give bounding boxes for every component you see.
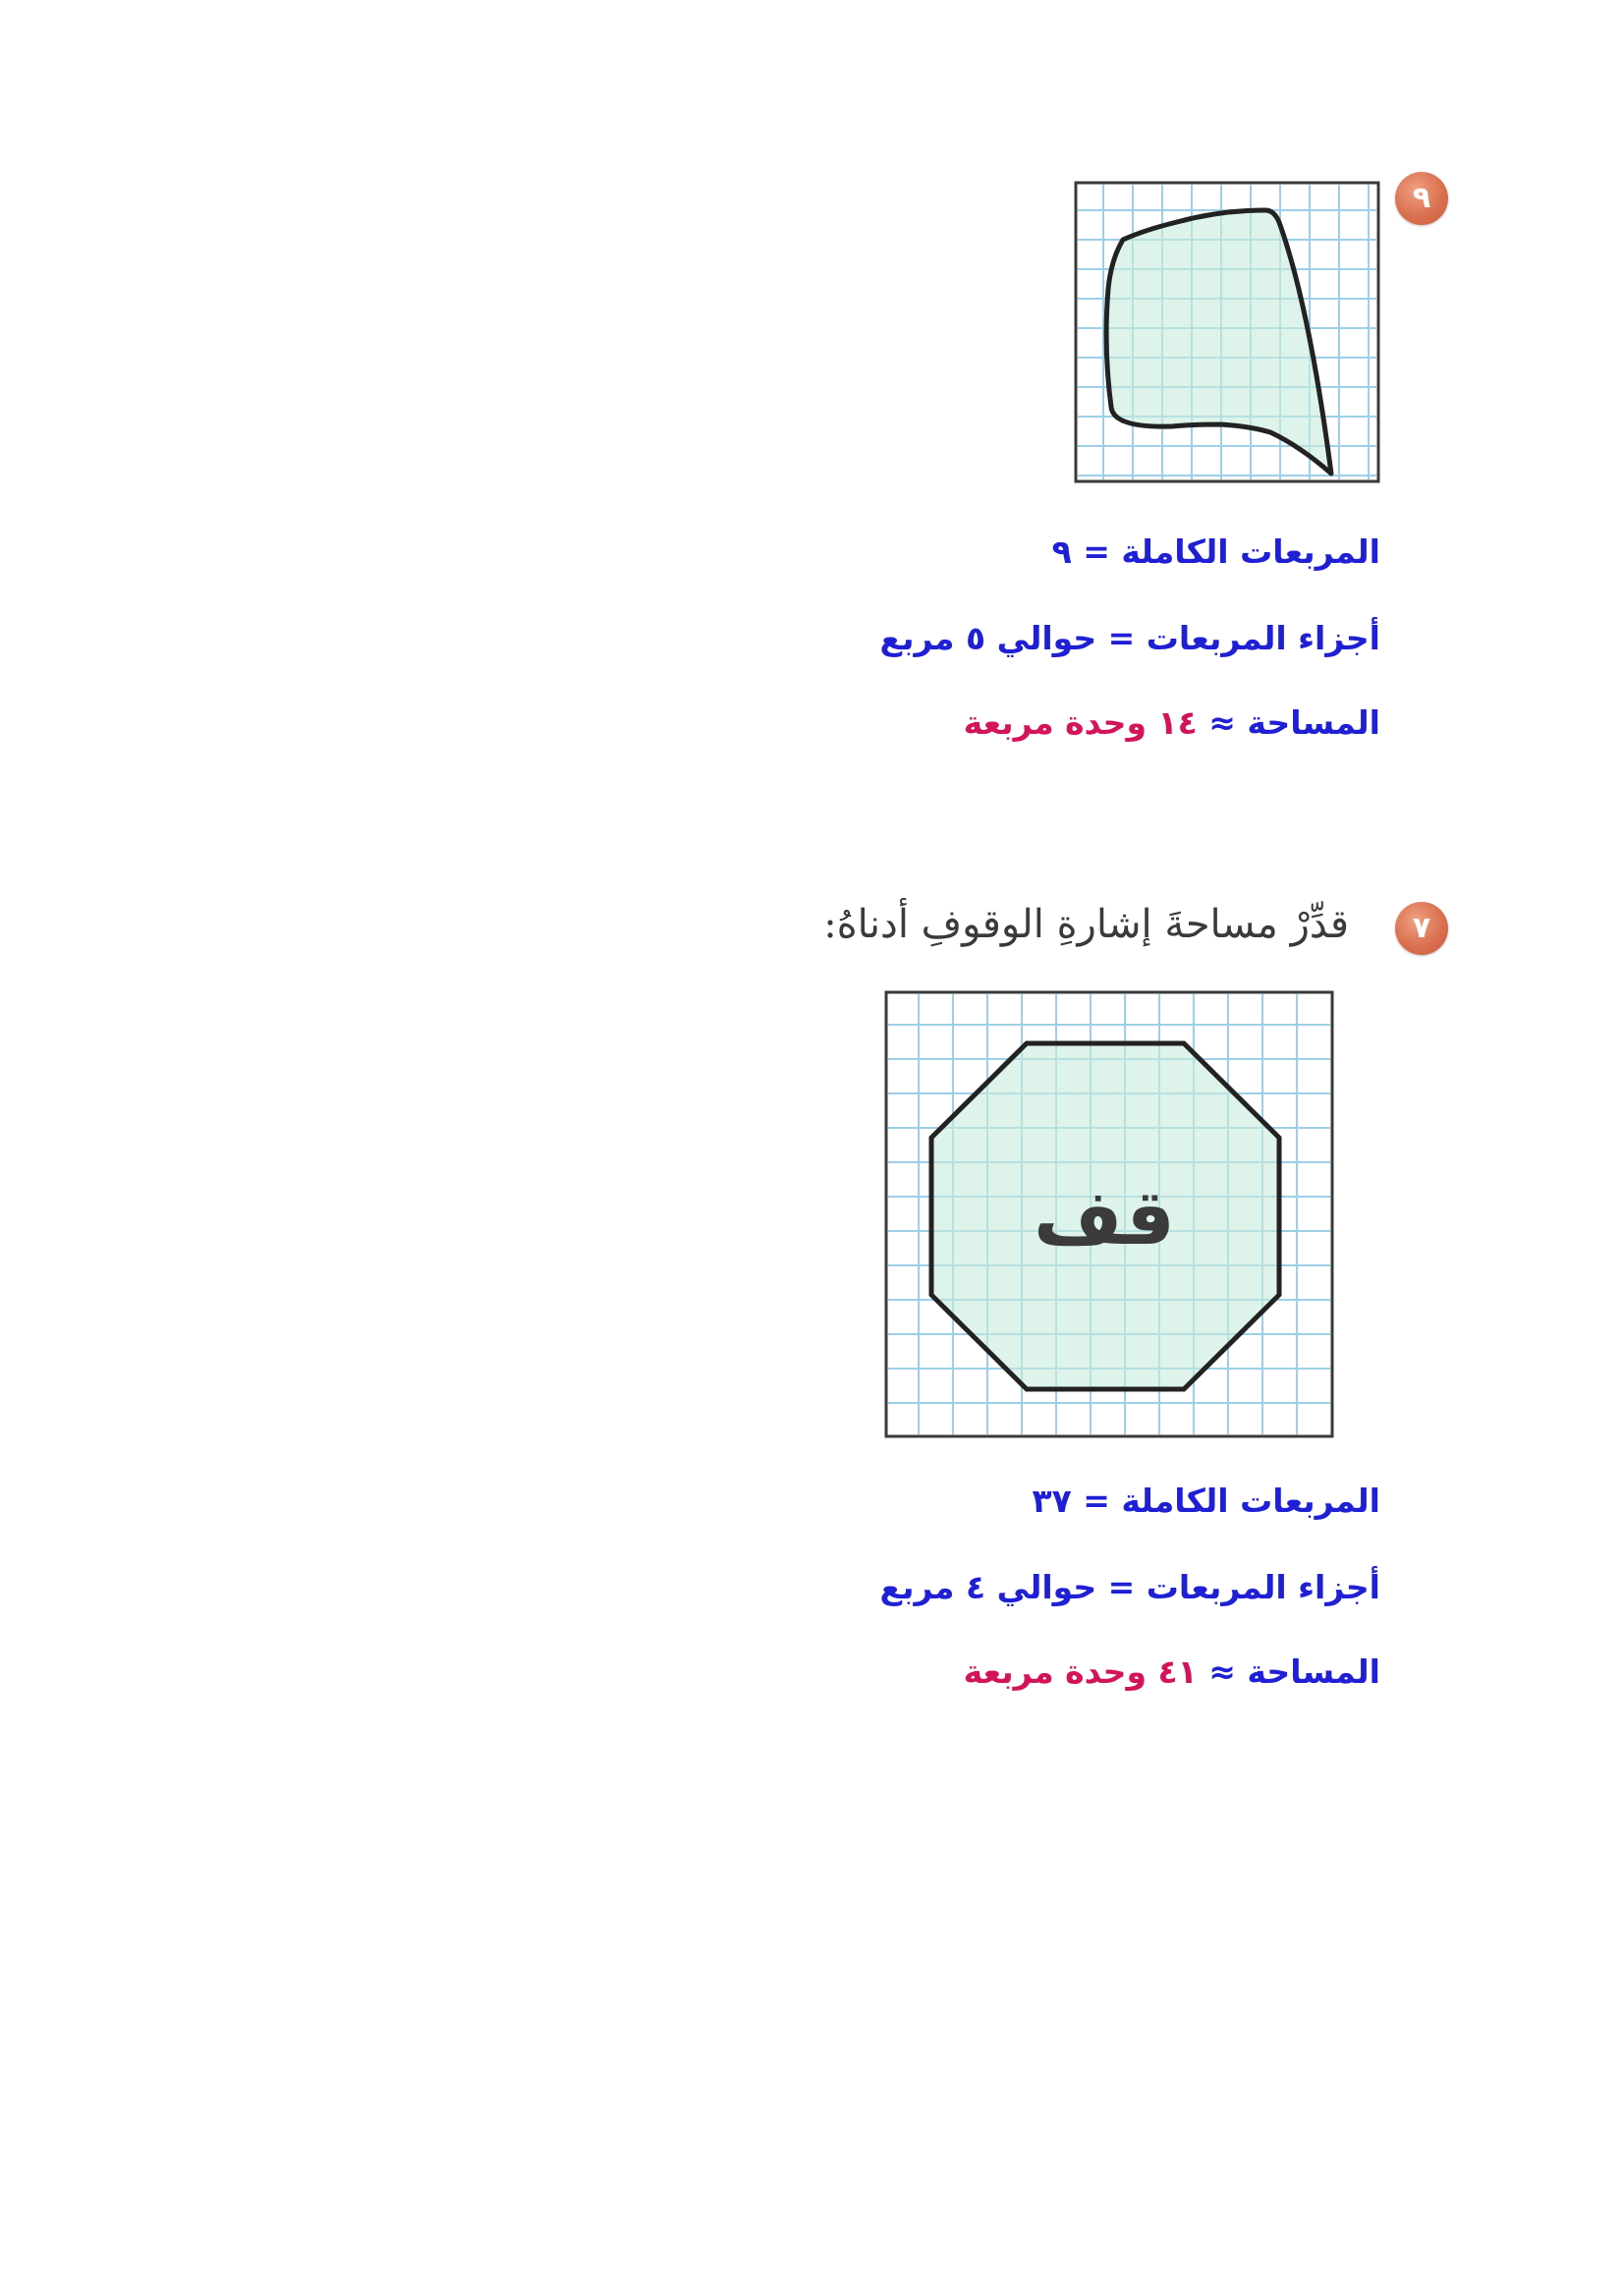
area-answer (964, 1652, 1380, 1691)
irregular-shape-grid-figure (1074, 181, 1380, 483)
stop-sign-label: قف (1034, 1174, 1175, 1262)
full-squares-answer: المربعات الكاملة = ٣٧ (1032, 1482, 1380, 1520)
problem-number-badge: ٧ (1395, 902, 1448, 955)
area-value: ١٤ وحدة مربعة (963, 703, 1198, 742)
partial-squares-answer: أجزاء المربعات = حوالي ٥ مربع (879, 619, 1380, 657)
question-text: قدِّرْ مساحةَ إشارةِ الوقوفِ أدناهُ: (823, 902, 1349, 947)
area-answer (964, 703, 1380, 742)
area-label: المساحة ≈ (1208, 1652, 1380, 1691)
partial-squares-answer: أجزاء المربعات = حوالي ٤ مربع (879, 1568, 1380, 1606)
area-value: ٤١ وحدة مربعة (963, 1652, 1198, 1691)
problem-number-badge: ٩ (1395, 172, 1448, 225)
stop-sign-grid-figure (884, 990, 1334, 1438)
full-squares-answer: المربعات الكاملة = ٩ (1051, 532, 1380, 571)
area-label: المساحة ≈ (1208, 703, 1380, 742)
